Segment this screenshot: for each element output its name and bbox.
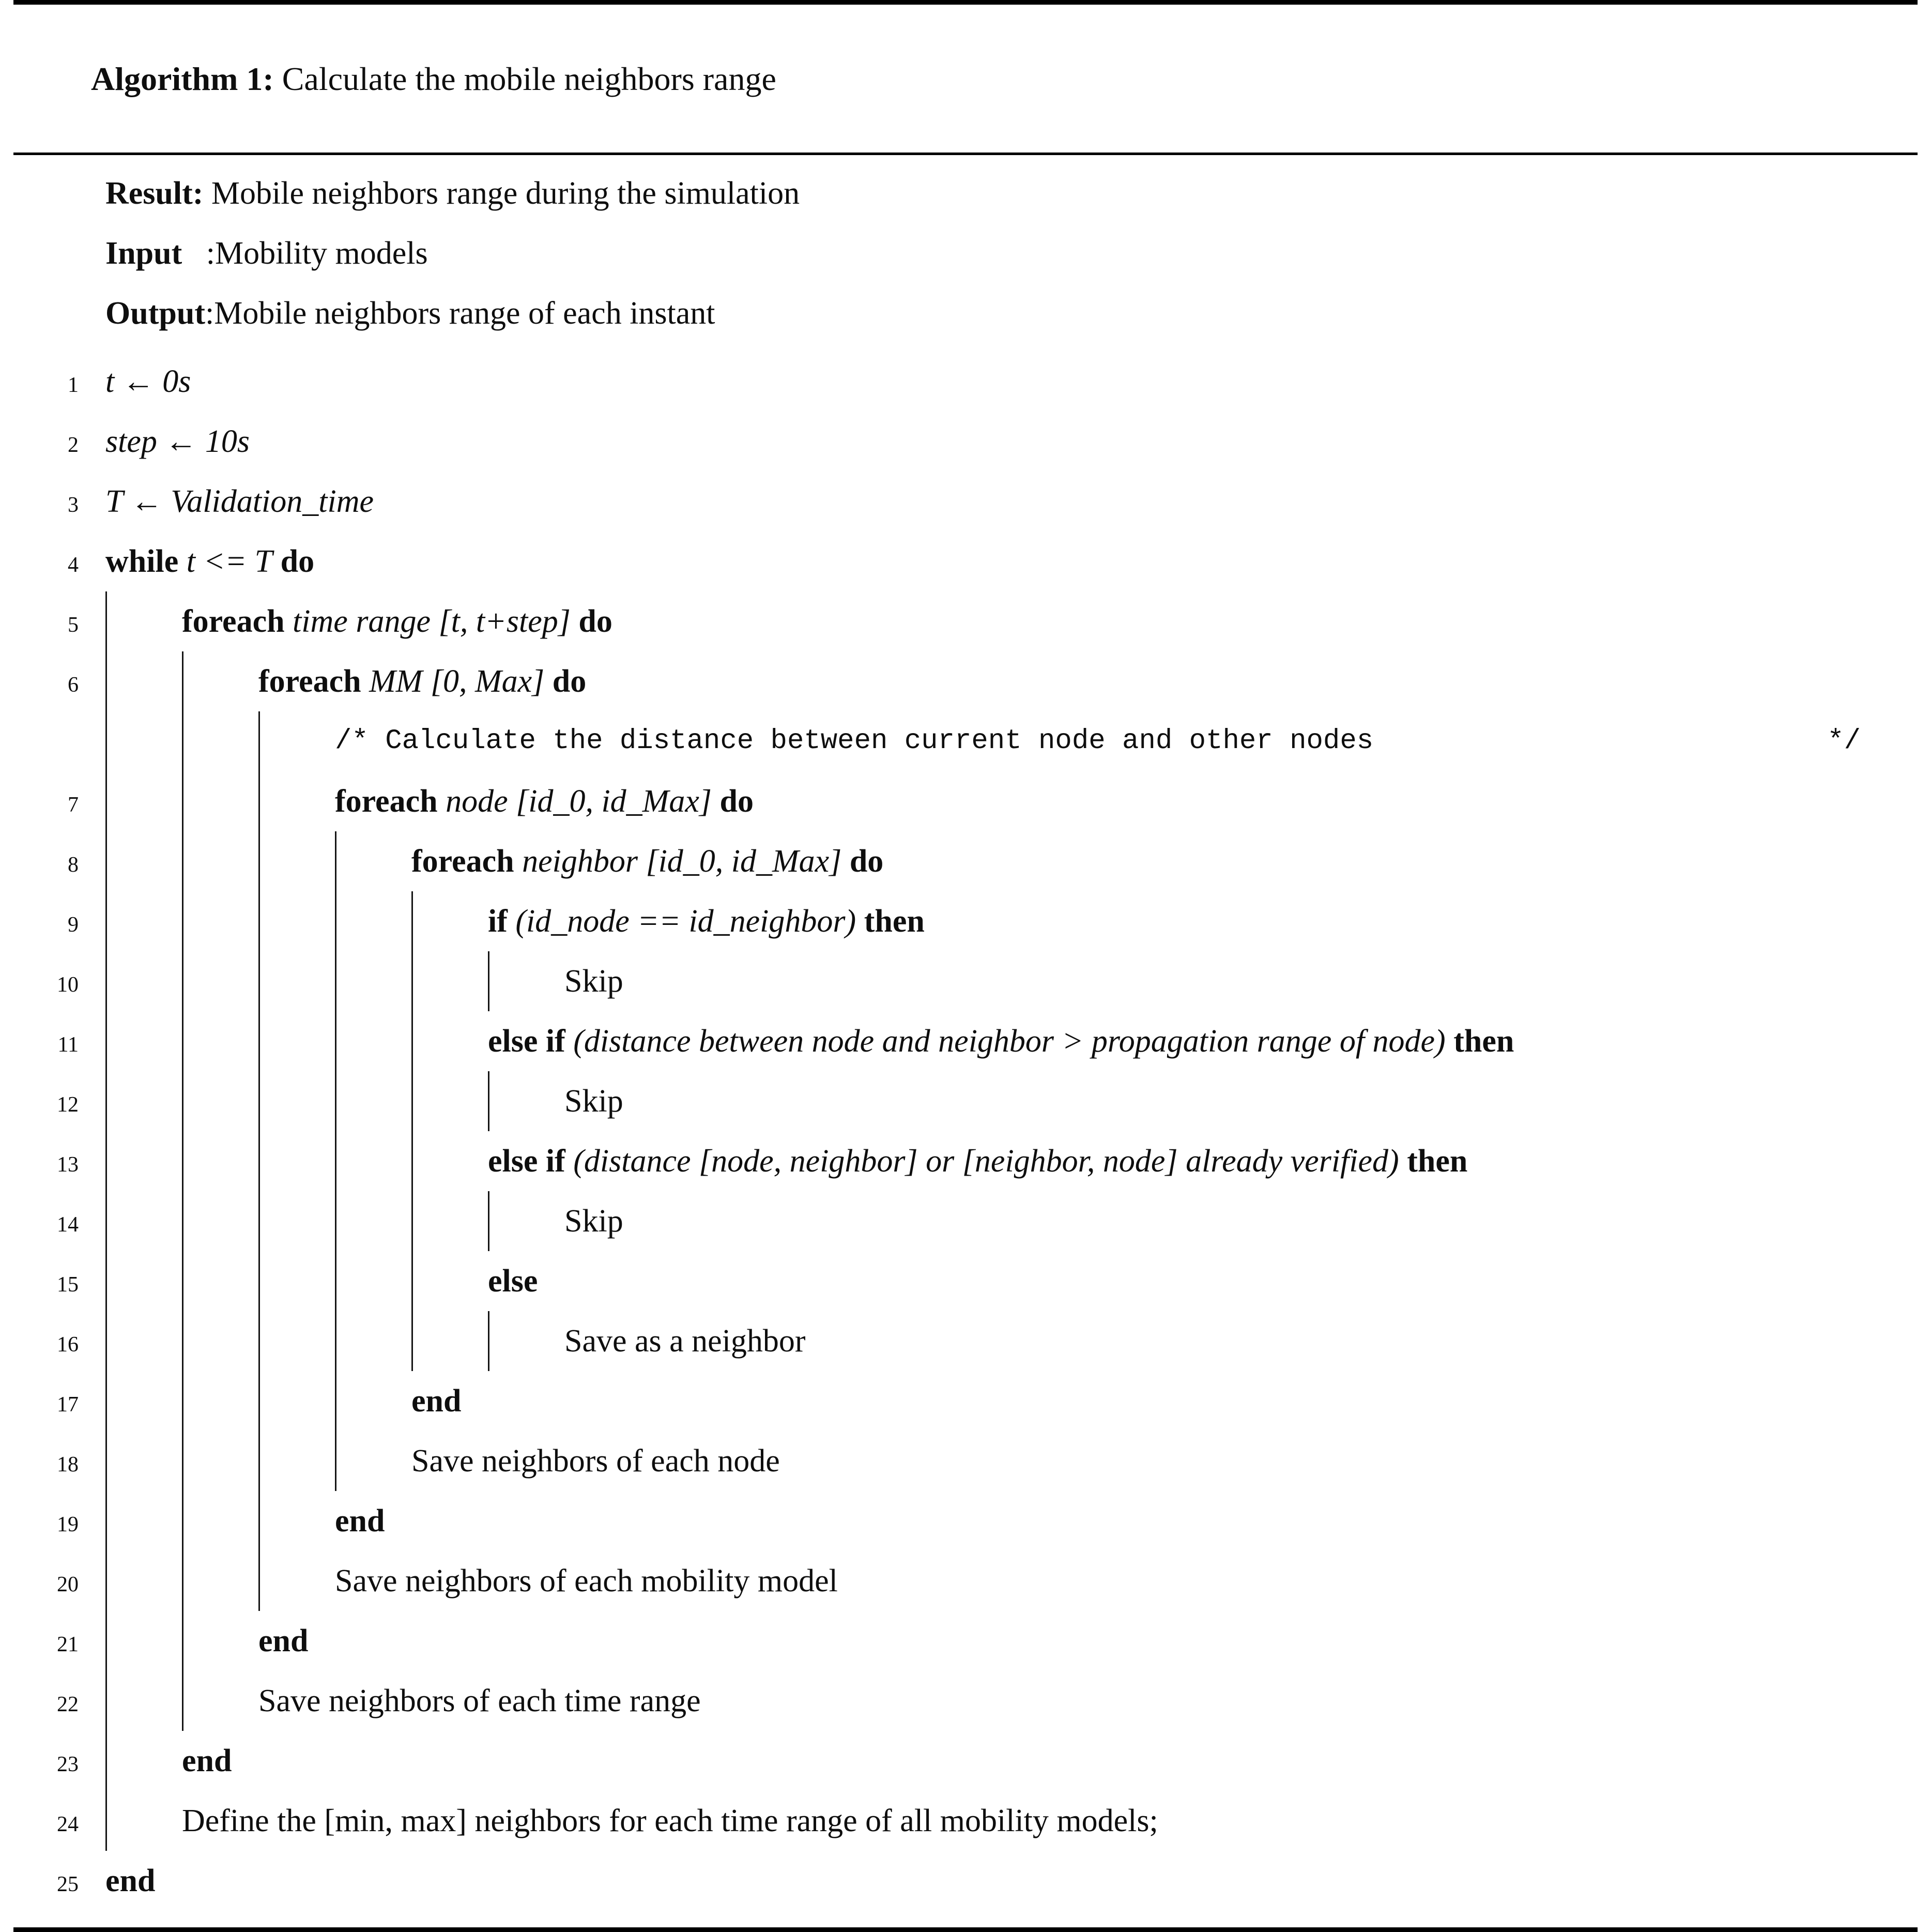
indent-bar — [105, 771, 182, 831]
indent-bar — [258, 1011, 335, 1071]
indent-bar — [105, 1071, 182, 1131]
statement-text — [182, 591, 612, 651]
indent-bar — [105, 1011, 182, 1071]
text-segment: end — [335, 1503, 385, 1539]
line-number: 20 — [57, 1573, 79, 1596]
indent-bar — [182, 891, 258, 951]
line-content — [105, 891, 1918, 951]
indent-bar — [182, 1131, 258, 1191]
indent-bar — [411, 951, 488, 1011]
indent-bar — [258, 891, 335, 951]
line-number: 12 — [57, 1093, 79, 1117]
indent-bar — [258, 951, 335, 1011]
line-content — [105, 352, 1918, 412]
indent-bar — [182, 651, 258, 711]
algo-line — [13, 1611, 1918, 1671]
text-segment: if — [488, 904, 516, 939]
indent-bar — [335, 891, 411, 951]
algo-line — [13, 1791, 1918, 1851]
indent-bar — [258, 831, 335, 891]
text-segment: /* Calculate the distance between current node and other nodes — [335, 725, 1374, 757]
text-segment: else — [488, 1264, 538, 1299]
indent-bar — [105, 1551, 182, 1611]
indent-bar — [182, 1071, 258, 1131]
text-segment: end — [105, 1863, 156, 1898]
line-number: 4 — [68, 553, 79, 577]
indent-bar — [182, 951, 258, 1011]
indent-bar — [105, 1311, 182, 1371]
line-number: 16 — [57, 1333, 79, 1357]
statement-text — [488, 1011, 1514, 1071]
indent-bar — [335, 1311, 411, 1371]
line-number: 15 — [57, 1273, 79, 1297]
indent-bar — [335, 831, 411, 891]
statement-text — [105, 471, 374, 531]
line-content — [105, 471, 1918, 531]
line-content — [105, 1011, 1918, 1071]
line-content — [105, 1131, 1918, 1191]
text-segment: t ← 0s — [105, 364, 191, 399]
indent-bar — [411, 1251, 488, 1311]
line-number: 5 — [68, 613, 79, 637]
text-segment: time range [t, t+step] — [293, 604, 571, 639]
text-segment: MM [0, Max] — [369, 664, 545, 699]
algo-line — [13, 1431, 1918, 1491]
text-segment: Mobile neighbors range during the simulation — [211, 176, 800, 211]
line-number — [13, 715, 79, 775]
line-content — [105, 831, 1918, 891]
algo-line — [13, 831, 1918, 891]
text-segment: step ← 10s — [105, 424, 250, 459]
line-number: 14 — [57, 1213, 79, 1237]
indent-bar — [488, 1071, 564, 1131]
text-segment: Skip — [564, 1204, 623, 1239]
text-segment: else if — [488, 1024, 574, 1059]
statement-text — [258, 1671, 701, 1731]
indent-bar — [335, 1011, 411, 1071]
algo-line — [13, 891, 1918, 951]
text-segment: Result: — [105, 176, 211, 211]
algo-line — [13, 1551, 1918, 1611]
text-segment: while — [105, 544, 187, 579]
indent-bar — [258, 711, 335, 771]
indent-bar — [335, 1371, 411, 1431]
indent-bar — [258, 1191, 335, 1251]
indent-bar — [182, 1251, 258, 1311]
algo-line — [13, 711, 1918, 771]
statement-text — [335, 1491, 385, 1551]
indent-bar — [258, 1251, 335, 1311]
indent-bar — [258, 1071, 335, 1131]
line-content — [105, 1551, 1918, 1611]
indent-bar — [488, 951, 564, 1011]
text-segment: Skip — [564, 1084, 623, 1119]
line-content — [105, 711, 1918, 771]
text-segment: do — [272, 544, 315, 579]
text-segment: :Mobility models — [190, 236, 428, 271]
text-segment: then — [1445, 1024, 1514, 1059]
text-segment: t <= T — [186, 544, 273, 579]
indent-bar — [105, 1191, 182, 1251]
indent-bar — [488, 1191, 564, 1251]
text-segment: Define the [min, max] neighbors for each time range of all mobility models; — [182, 1803, 1158, 1838]
text-segment: then — [856, 904, 925, 939]
statement-text — [411, 1431, 780, 1491]
line-number: 25 — [57, 1873, 79, 1896]
line-content — [105, 591, 1918, 651]
header-line — [105, 163, 1918, 223]
indent-bar — [182, 1551, 258, 1611]
indent-bar — [488, 1311, 564, 1371]
algorithm-label: Algorithm 1: — [91, 60, 274, 97]
algo-line — [13, 471, 1918, 531]
indent-bar — [258, 1431, 335, 1491]
line-content — [105, 1611, 1918, 1671]
algo-line — [13, 412, 1918, 471]
comment-text — [335, 711, 1918, 771]
algorithm-figure — [13, 0, 1918, 1932]
text-segment: (distance between node and neighbor > propagation range of node) — [573, 1024, 1446, 1059]
algo-line — [13, 1011, 1918, 1071]
algo-line — [13, 771, 1918, 831]
indent-bar — [182, 771, 258, 831]
algo-line — [13, 1731, 1918, 1791]
algo-line — [13, 951, 1918, 1011]
text-segment: do — [841, 844, 884, 879]
text-segment: do — [570, 604, 612, 639]
text-segment: then — [1399, 1144, 1468, 1179]
text-segment: end — [182, 1743, 232, 1778]
indent-bar — [105, 831, 182, 891]
text-segment: Save as a neighbor — [564, 1324, 806, 1359]
statement-text — [488, 1131, 1467, 1191]
header-line — [105, 283, 1918, 343]
indent-bar — [105, 1431, 182, 1491]
line-content — [105, 1791, 1918, 1851]
statement-text — [411, 831, 883, 891]
indent-bar — [105, 1611, 182, 1671]
indent-bar — [182, 1611, 258, 1671]
text-segment: (id_node == id_neighbor) — [515, 904, 856, 939]
text-segment: node [id_0, id_Max] — [446, 784, 712, 819]
indent-bar — [182, 1671, 258, 1731]
io-header — [13, 155, 1918, 343]
line-content — [105, 1311, 1918, 1371]
indent-bar — [182, 1011, 258, 1071]
text-segment: Save neighbors of each node — [411, 1443, 780, 1479]
indent-bar — [105, 891, 182, 951]
indent-bar — [335, 1251, 411, 1311]
text-segment: do — [544, 664, 587, 699]
algo-line — [13, 1071, 1918, 1131]
algo-line — [13, 1371, 1918, 1431]
line-content — [105, 531, 1918, 591]
top-rule — [13, 0, 1918, 5]
algo-line — [13, 1191, 1918, 1251]
indent-bar — [258, 1311, 335, 1371]
algo-line — [13, 1131, 1918, 1191]
indent-bar — [411, 1011, 488, 1071]
line-number: 24 — [57, 1813, 79, 1836]
line-number: 2 — [68, 433, 79, 457]
indent-bar — [105, 591, 182, 651]
statement-text — [182, 1731, 232, 1791]
line-number: 3 — [68, 493, 79, 517]
indent-bar — [335, 1431, 411, 1491]
text-segment: (distance [node, neighbor] or [neighbor, node] already verified) — [573, 1144, 1399, 1179]
indent-bar — [335, 1191, 411, 1251]
line-number: 18 — [57, 1453, 79, 1477]
text-segment: Skip — [564, 964, 623, 999]
text-segment: neighbor [id_0, id_Max] — [522, 844, 842, 879]
indent-bar — [411, 1191, 488, 1251]
indent-bar — [182, 1191, 258, 1251]
text-segment: foreach — [411, 844, 523, 879]
statement-text — [564, 951, 623, 1011]
line-number: 6 — [68, 673, 79, 697]
line-content — [105, 651, 1918, 711]
line-number: 10 — [57, 973, 79, 997]
line-content — [105, 1371, 1918, 1431]
text-segment: Save neighbors of each mobility model — [335, 1563, 838, 1599]
line-number: 22 — [57, 1693, 79, 1716]
line-content — [105, 1671, 1918, 1731]
statement-text — [182, 1791, 1158, 1851]
algorithm-title: Calculate the mobile neighbors range — [273, 60, 776, 97]
indent-bar — [258, 1551, 335, 1611]
line-content — [105, 1491, 1918, 1551]
algo-line — [13, 1251, 1918, 1311]
indent-bar — [335, 1131, 411, 1191]
statement-text — [564, 1191, 623, 1251]
algorithm-caption — [13, 5, 1918, 153]
indent-bar — [182, 1431, 258, 1491]
text-segment: else if — [488, 1144, 574, 1179]
indent-bar — [105, 1731, 182, 1791]
indent-bar — [182, 1371, 258, 1431]
statement-text — [258, 1611, 308, 1671]
statement-text — [335, 771, 754, 831]
indent-bar — [105, 1131, 182, 1191]
line-content — [105, 1071, 1918, 1131]
line-content — [105, 412, 1918, 471]
text-segment: */ — [1827, 725, 1861, 757]
line-content — [105, 1191, 1918, 1251]
line-number: 17 — [57, 1393, 79, 1417]
indent-bar — [182, 831, 258, 891]
indent-bar — [411, 1311, 488, 1371]
text-segment: T ← Validation_time — [105, 484, 374, 519]
line-number: 7 — [68, 793, 79, 817]
text-segment: end — [411, 1383, 462, 1419]
indent-bar — [335, 1071, 411, 1131]
algo-line — [13, 352, 1918, 412]
line-number: 23 — [57, 1753, 79, 1776]
text-segment: :Mobile neighbors range of each instant — [205, 296, 715, 331]
statement-text — [335, 1551, 838, 1611]
text-segment: Output — [105, 296, 205, 331]
line-content — [105, 1431, 1918, 1491]
statement-text — [488, 1251, 538, 1311]
indent-bar — [105, 711, 182, 771]
statement-text — [411, 1371, 461, 1431]
statement-text — [105, 531, 314, 591]
indent-bar — [411, 1131, 488, 1191]
indent-bar — [411, 891, 488, 951]
indent-bar — [411, 1071, 488, 1131]
statement-text — [564, 1071, 623, 1131]
statement-text — [564, 1311, 806, 1371]
statement-text — [258, 651, 586, 711]
text-segment: foreach — [258, 664, 370, 699]
line-number: 19 — [57, 1513, 79, 1537]
text-segment: Input — [105, 236, 190, 271]
indent-bar — [105, 1791, 182, 1851]
algo-line — [13, 1671, 1918, 1731]
line-number: 1 — [68, 373, 79, 397]
indent-bar — [335, 951, 411, 1011]
indent-bar — [182, 1311, 258, 1371]
line-content — [105, 1731, 1918, 1791]
line-number: 8 — [68, 853, 79, 877]
bottom-rule — [13, 1927, 1918, 1932]
header-line — [105, 223, 1918, 283]
line-number: 9 — [68, 913, 79, 937]
statement-text — [105, 412, 250, 471]
algo-line — [13, 531, 1918, 591]
indent-bar — [258, 1371, 335, 1431]
line-content — [105, 771, 1918, 831]
indent-bar — [105, 951, 182, 1011]
text-segment: foreach — [182, 604, 293, 639]
indent-bar — [105, 1251, 182, 1311]
line-content — [105, 1251, 1918, 1311]
algo-line — [13, 591, 1918, 651]
line-content — [105, 1851, 1918, 1911]
indent-bar — [182, 711, 258, 771]
algo-line — [13, 1851, 1918, 1911]
indent-bar — [105, 651, 182, 711]
indent-bar — [105, 1371, 182, 1431]
statement-text — [105, 1851, 155, 1911]
text-segment: Save neighbors of each time range — [258, 1683, 701, 1718]
indent-bar — [105, 1671, 182, 1731]
indent-bar — [105, 1491, 182, 1551]
line-number: 21 — [57, 1633, 79, 1656]
algo-line — [13, 1311, 1918, 1371]
indent-bar — [182, 1491, 258, 1551]
statement-text — [488, 891, 925, 951]
text-segment: do — [711, 784, 754, 819]
line-number: 13 — [57, 1153, 79, 1177]
indent-bar — [258, 1491, 335, 1551]
algo-line — [13, 651, 1918, 711]
statement-text — [105, 352, 191, 412]
line-content — [105, 951, 1918, 1011]
algorithm-body — [13, 352, 1918, 1927]
indent-bar — [258, 1131, 335, 1191]
text-segment: foreach — [335, 784, 446, 819]
text-segment: end — [258, 1623, 309, 1659]
algo-line — [13, 1491, 1918, 1551]
line-number: 11 — [57, 1033, 79, 1057]
indent-bar — [258, 771, 335, 831]
